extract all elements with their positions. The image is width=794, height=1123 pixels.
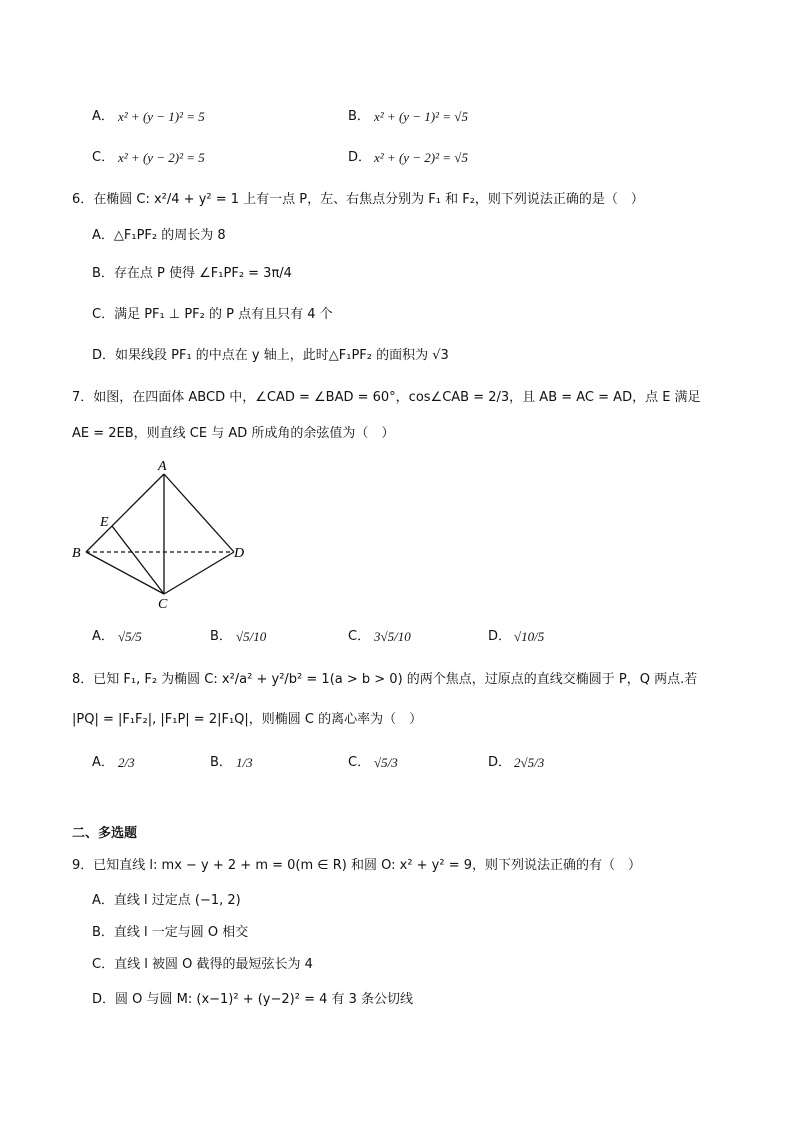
q5-option-d-text: x² + (y − 2)² = √5 — [374, 150, 468, 165]
q8-option-b-value: 1/3 — [236, 755, 253, 770]
q6-option-c: C．满足 PF₁ ⊥ PF₂ 的 P 点有且只有 4 个 — [92, 307, 333, 322]
vertex-label-b: B — [72, 546, 81, 561]
q6-option-d: D．如果线段 PF₁ 的中点在 y 轴上，此时△F₁PF₂ 的面积为 √3 — [92, 348, 449, 363]
q8-option-a-value: 2/3 — [118, 755, 135, 770]
q7-option-a-value: √5/5 — [118, 629, 142, 644]
q7-option-a-label: A． — [92, 629, 114, 644]
q5-option-a-text: x² + (y − 1)² = 5 — [118, 109, 205, 124]
q9-option-d: D．圆 O 与圆 M: (x−1)² + (y−2)² = 4 有 3 条公切线 — [92, 992, 414, 1007]
q5-option-b-text: x² + (y − 1)² = √5 — [374, 109, 468, 124]
q6-option-b: B．存在点 P 使得 ∠F₁PF₂ = 3π/4 — [92, 266, 292, 281]
q8-option-d-value: 2√5/3 — [514, 755, 545, 770]
vertex-label-d: D — [234, 546, 245, 561]
q9-option-c: C．直线 l 被圆 O 截得的最短弦长为 4 — [92, 957, 313, 972]
q7-option-d-label: D． — [488, 629, 512, 644]
segment-ce — [112, 526, 164, 594]
q8-option-a-label: A． — [92, 755, 114, 770]
q5-option-d-label: D． — [348, 150, 372, 165]
q8-stem-line1: 8．已知 F₁, F₂ 为椭圆 C: x²/a² + y²/b² = 1(a > b > 0) 的两个焦点，过原点的直线交椭圆于 P，Q 两点.若 — [72, 672, 698, 687]
section-title-multiple-choice: 二、多选题 — [72, 826, 138, 841]
q7-option-d-value: √10/5 — [514, 629, 545, 644]
q7-option-c-label: C． — [348, 629, 371, 644]
q6-option-a: A．△F₁PF₂ 的周长为 8 — [92, 228, 226, 243]
q7-option-c-value: 3√5/10 — [374, 629, 411, 644]
q8-option-c-label: C． — [348, 755, 371, 770]
q8-stem-line2: |PQ| = |F₁F₂|, |F₁P| = 2|F₁Q|，则椭圆 C 的离心率为（ ） — [72, 712, 423, 727]
vertex-label-a: A — [158, 459, 167, 474]
q7-stem-line2: AE = 2EB，则直线 CE 与 AD 所成角的余弦值为（ ） — [72, 426, 395, 441]
q8-option-b-label: B． — [210, 755, 232, 770]
vertex-label-e: E — [100, 515, 109, 530]
q5-option-a-label: A． — [92, 109, 114, 124]
q7-option-b-value: √5/10 — [236, 629, 267, 644]
q9-option-b: B．直线 l 一定与圆 O 相交 — [92, 925, 249, 940]
q5-option-c-text: x² + (y − 2)² = 5 — [118, 150, 205, 165]
q8-option-d-label: D． — [488, 755, 512, 770]
q9-stem: 9．已知直线 l: mx − y + 2 + m = 0(m ∈ R) 和圆 O: x² + y² = 9，则下列说法正确的有（ ） — [72, 858, 642, 873]
q6-stem: 6．在椭圆 C: x²/4 + y² = 1 上有一点 P，左、右焦点分别为 F₁ 和 F₂，则下列说法正确的是（ ） — [72, 192, 644, 207]
q7-option-b-label: B． — [210, 629, 232, 644]
edge-cd — [164, 552, 234, 594]
q8-option-c-value: √5/3 — [374, 755, 398, 770]
vertex-label-c: C — [158, 597, 168, 610]
edge-ad — [164, 474, 234, 552]
q7-stem-line1: 7．如图，在四面体 ABCD 中，∠CAD = ∠BAD = 60°，cos∠CAB = 2/3，且 AB = AC = AD，点 E 满足 — [72, 390, 701, 405]
q5-option-b-label: B． — [348, 109, 370, 124]
edge-ab — [86, 474, 164, 552]
tetrahedron-figure — [68, 456, 258, 610]
q9-option-a: A．直线 l 过定点 (−1, 2) — [92, 893, 241, 908]
edge-bc — [86, 552, 164, 594]
q5-option-c-label: C． — [92, 150, 115, 165]
